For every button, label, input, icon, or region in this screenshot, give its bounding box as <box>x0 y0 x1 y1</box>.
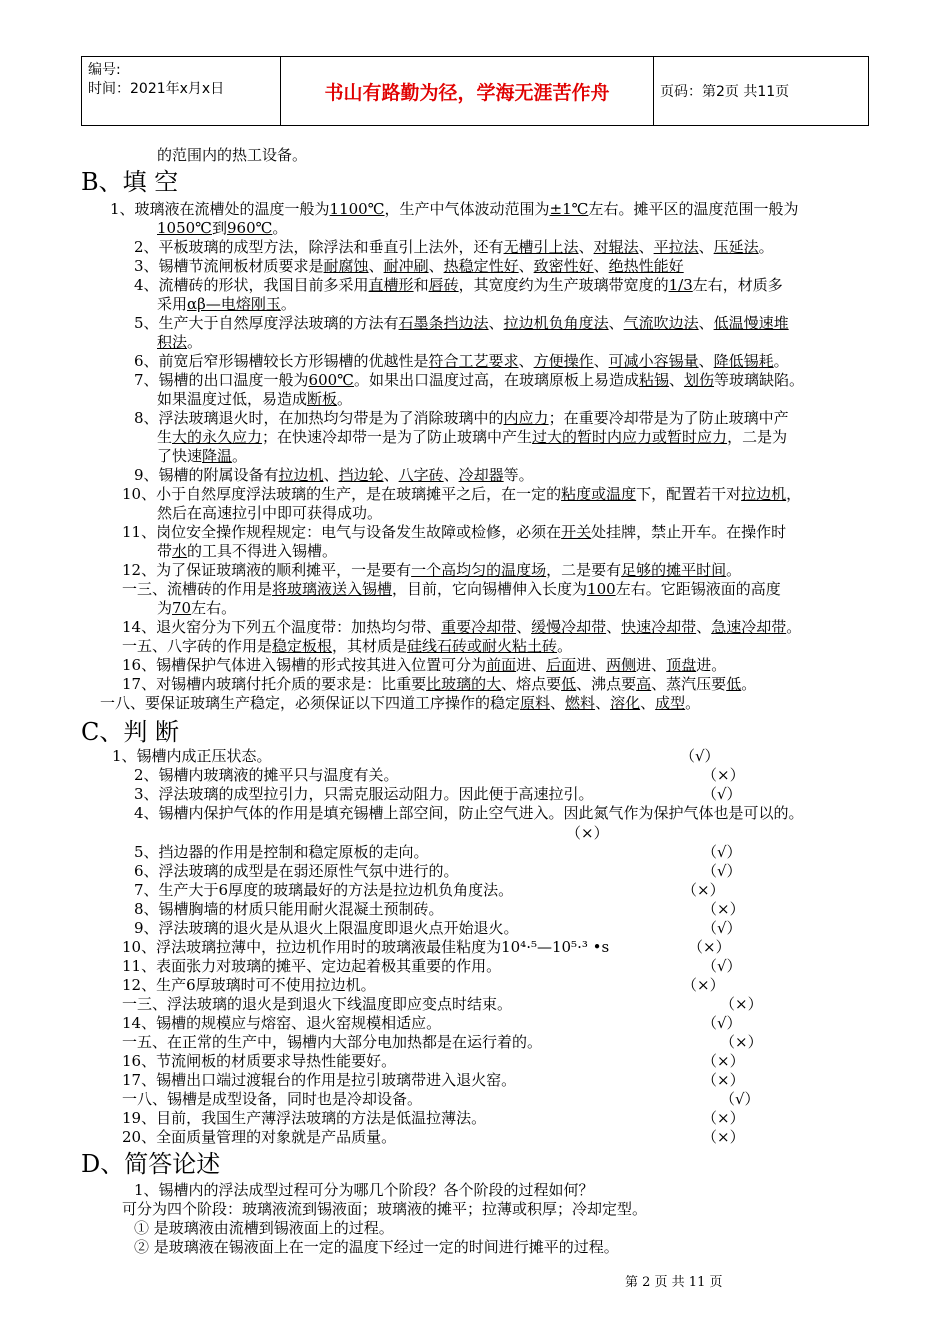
question-text: 左右。它距锡液面的高度 <box>615 580 781 598</box>
time-label: 时间：2021年x月x日 <box>88 81 225 97</box>
answer-text: 内应力 <box>503 409 549 427</box>
judge-question: 17、锡槽出口端过渡辊台的作用是拉引玻璃带进入退火窑。 <box>122 1071 517 1089</box>
question-text: 进、 <box>576 656 607 674</box>
fill-line <box>157 219 287 238</box>
answer-text: 直槽形 <box>368 276 414 294</box>
judge-question: 4、锡槽内保护气体的作用是填充锡槽上部空间，防止空气进入。因此氮气作为保护气体也是可以的。 <box>134 804 804 822</box>
question-text: 9、锡槽的附属设备有 <box>134 466 279 484</box>
question-text: 、 <box>593 257 609 275</box>
motto: 书山有路勤为径，学海无涯苦作舟 <box>281 57 654 126</box>
answer-text: 对辊法 <box>593 238 639 256</box>
question-text: 进、 <box>636 656 667 674</box>
judge-answer: （×） <box>702 1128 745 1146</box>
answer-text: 断板 <box>307 390 338 408</box>
judge-answer: （×） <box>702 900 745 918</box>
question-text: 3、锡槽节流闸板材质要求是 <box>134 257 324 275</box>
question-text: 。 <box>557 637 573 655</box>
question-text: 、 <box>698 352 714 370</box>
judge-answer: （×） <box>702 766 745 784</box>
fill-line <box>110 200 798 219</box>
question-text: 、沸点要 <box>576 675 637 693</box>
question-text: 、熔点要 <box>501 675 562 693</box>
question-text: 了快速 <box>157 447 203 465</box>
question-text: 处挂牌，禁止开车。在操作时 <box>591 523 787 541</box>
fill-line <box>157 599 236 618</box>
section-c-title: C、判 断 <box>81 718 179 746</box>
fill-line <box>134 371 804 390</box>
answer-text: 水 <box>172 542 188 560</box>
judge-answer: （×） <box>688 938 731 956</box>
fill-line <box>134 409 789 428</box>
answer-text: 石墨条挡边法 <box>398 314 489 332</box>
question-text: 6、前宽后窄形锡槽较长方形锡槽的优越性是 <box>134 352 429 370</box>
judge-question: 11、表面张力对玻璃的摊平、定边起着极其重要的作用。 <box>122 957 502 975</box>
answer-text: 成型 <box>655 694 686 712</box>
question-text: 1、玻璃液在流槽处的温度一般为 <box>110 200 330 218</box>
question-text: 的工具不得进入锡槽。 <box>187 542 338 560</box>
judge-question: 6、浮法玻璃的成型是在弱还原性气氛中进行的。 <box>134 862 459 880</box>
question-text: 。 <box>786 618 802 636</box>
answer-text: 气流吹边法 <box>623 314 699 332</box>
question-text: 到 <box>211 219 227 237</box>
essay-line: ① 是玻璃液由流槽到锡液面上的过程。 <box>134 1219 394 1237</box>
fill-line <box>100 694 700 713</box>
answer-text: 急速冷却带 <box>711 618 787 636</box>
question-text: 。 <box>272 219 288 237</box>
question-text: 、 <box>383 466 399 484</box>
answer-text: 100 <box>587 580 616 598</box>
answer-text: 1/3 <box>668 276 693 294</box>
fill-line <box>134 314 789 333</box>
judge-question: 1、锡槽内成正压状态。 <box>112 747 272 765</box>
answer-text: 积法 <box>157 333 188 351</box>
question-text: 11、岗位安全操作规程规定：电气与设备发生故障或检修，必须在 <box>122 523 562 541</box>
answer-text: 粘锡 <box>638 371 669 389</box>
question-text: 采用 <box>157 295 188 313</box>
fill-line <box>157 295 296 314</box>
question-text: ，二是为 <box>727 428 788 446</box>
answer-text: 燃料 <box>565 694 596 712</box>
fill-line <box>157 542 337 561</box>
judge-answer: （√） <box>702 843 742 861</box>
fill-line <box>122 618 801 637</box>
question-text: 14、退火窑分为下列五个温度带：加热均匀带、 <box>122 618 442 636</box>
fill-line <box>122 656 726 675</box>
question-text: 、 <box>640 694 656 712</box>
answer-text: 过大的暂时内应力或暂时应力 <box>532 428 728 446</box>
question-text: 。 <box>685 694 701 712</box>
answer-text: 唇砖 <box>428 276 459 294</box>
question-text: 16、锡槽保护气体进入锡槽的形式按其进入位置可分为 <box>122 656 487 674</box>
question-text: 。 <box>280 295 296 313</box>
question-text: 和 <box>413 276 429 294</box>
question-text: ；在重要冷却带是为了防止玻璃中产 <box>548 409 789 427</box>
question-text: 左右。摊平区的温度范围一般为 <box>588 200 799 218</box>
fill-line <box>134 238 774 257</box>
question-text: 生 <box>157 428 173 446</box>
question-text: 。如果出口温度过高，在玻璃原板上易造成 <box>353 371 639 389</box>
question-text: 、 <box>696 618 712 636</box>
question-text: 。 <box>187 333 203 351</box>
judge-question: 5、挡边器的作用是控制和稳定原板的走向。 <box>134 843 429 861</box>
answer-text: 低温慢速堆 <box>713 314 789 332</box>
answer-text: 快速冷却带 <box>621 618 697 636</box>
question-text: 、 <box>595 694 611 712</box>
judge-answer: （×） <box>566 824 609 842</box>
judge-answer: （×） <box>702 1052 745 1070</box>
question-text: 12、为了保证玻璃液的顺利摊平，一是要有 <box>122 561 412 579</box>
answer-text: 高 <box>636 675 652 693</box>
answer-text: 挡边轮 <box>338 466 384 484</box>
question-text: 。 <box>232 447 248 465</box>
answer-text: 低 <box>561 675 577 693</box>
question-text: 。 <box>741 675 757 693</box>
question-text: 10、小于自然厚度浮法玻璃的生产，是在玻璃摊平之后，在一定的 <box>122 485 562 503</box>
judge-question: 12、生产6厚玻璃时可不使用拉边机。 <box>122 976 376 994</box>
fill-line <box>122 523 786 542</box>
essay-line: 1、锡槽内的浮法成型过程可分为哪几个阶段？各个阶段的过程如何？ <box>134 1181 594 1199</box>
question-text: 然后在高速拉引中即可获得成功。 <box>157 504 383 522</box>
answer-text: 一个高均匀的温度场 <box>411 561 547 579</box>
answer-text: 致密性好 <box>533 257 594 275</box>
judge-question: 7、生产大于6厚度的玻璃最好的方法是拉边机负角度法。 <box>134 881 514 899</box>
question-text: ，其材质是 <box>332 637 408 655</box>
judge-answer: （√） <box>702 785 742 803</box>
judge-question: 8、锡槽胸墙的材质只能用耐火混凝土预制砖。 <box>134 900 444 918</box>
question-text: 、 <box>550 694 566 712</box>
judge-answer: （×） <box>702 1109 745 1127</box>
question-text: 如果温度过低，易造成 <box>157 390 308 408</box>
question-text: ，目前，它向锡槽伸入长度为 <box>392 580 588 598</box>
fill-line <box>157 504 382 523</box>
question-text: 、 <box>578 238 594 256</box>
answer-text: 1050℃ <box>157 219 212 237</box>
answer-text: 稳定板根 <box>272 637 333 655</box>
answer-text: 低 <box>726 675 742 693</box>
answer-text: 无槽引上法 <box>503 238 579 256</box>
question-text: 、 <box>698 238 714 256</box>
page-label: 页码：第2页 共11页 <box>654 57 869 126</box>
answer-text: 方便操作 <box>533 352 594 370</box>
answer-text: 拉边机负角度法 <box>503 314 609 332</box>
answer-text: 拉边机 <box>278 466 324 484</box>
question-text: ，其宽度约为生产玻璃带宽度的 <box>458 276 669 294</box>
answer-text: 足够的摊平时间 <box>621 561 727 579</box>
question-text: 。 <box>773 352 789 370</box>
answer-text: 划伤 <box>684 371 715 389</box>
fill-line <box>122 637 572 656</box>
fill-line <box>122 485 801 504</box>
answer-text: 可减小容锡量 <box>608 352 699 370</box>
question-text: ；在快速冷却带一是为了防止玻璃中产生 <box>262 428 533 446</box>
judge-answer: （×） <box>702 1071 745 1089</box>
question-text: 带 <box>157 542 173 560</box>
judge-question: 20、全面质量管理的对象就是产品质量。 <box>122 1128 397 1146</box>
answer-text: 两侧 <box>606 656 637 674</box>
question-text: ， <box>786 485 802 503</box>
answer-text: 绝热性能好 <box>608 257 684 275</box>
judge-answer: （√） <box>720 1090 760 1108</box>
judge-answer: （√） <box>702 957 742 975</box>
answer-text: 耐腐蚀 <box>323 257 369 275</box>
answer-text: 70 <box>172 599 192 617</box>
question-text: 5、生产大于自然厚度浮法玻璃的方法有 <box>134 314 399 332</box>
question-text: 一八、要保证玻璃生产稳定，必须保证以下四道工序操作的稳定 <box>100 694 521 712</box>
answer-text: 冷却器 <box>458 466 504 484</box>
answer-text: ±1℃ <box>549 200 589 218</box>
question-text: 下，配置若干对 <box>636 485 742 503</box>
judge-question: 14、锡槽的规模应与熔窑、退火窑规模相适应。 <box>122 1014 442 1032</box>
question-text: 。 <box>726 561 742 579</box>
answer-text: 后面 <box>546 656 577 674</box>
fill-line <box>134 352 789 371</box>
question-text: 左右。 <box>191 599 237 617</box>
page-footer: 第 2 页 共 11 页 <box>625 1275 723 1290</box>
fill-line <box>157 390 352 409</box>
question-text: 、 <box>443 466 459 484</box>
essay-line: 可分为四个阶段：玻璃液流到锡液面；玻璃液的摊平；拉薄或积厚；冷却定型。 <box>122 1200 648 1218</box>
intro-line: 的范围内的热工设备。 <box>157 146 308 164</box>
question-text: 、 <box>368 257 384 275</box>
fill-line <box>157 333 202 352</box>
judge-question: 19、目前，我国生产薄浮法玻璃的方法是低温拉薄法。 <box>122 1109 487 1127</box>
question-text: 、 <box>516 618 532 636</box>
judge-question: 2、锡槽内玻璃液的摊平只与温度有关。 <box>134 766 399 784</box>
judge-answer: （×） <box>720 995 763 1013</box>
answer-text: 缓慢冷却带 <box>531 618 607 636</box>
judge-answer: （√） <box>702 862 742 880</box>
judge-answer: （×） <box>720 1033 763 1051</box>
number-label: 编号: <box>88 62 121 78</box>
question-text: 8、浮法玻璃退火时，在加热均匀带是为了消除玻璃中的 <box>134 409 504 427</box>
answer-text: 前面 <box>486 656 517 674</box>
judge-question: 一三、浮法玻璃的退火是到退火下线温度即应变点时结束。 <box>122 995 513 1013</box>
answer-text: 重要冷却带 <box>441 618 517 636</box>
answer-text: 顶盘 <box>666 656 697 674</box>
answer-text: αβ—电熔刚玉 <box>187 295 281 313</box>
question-text: 、 <box>518 257 534 275</box>
answer-text: 原料 <box>520 694 551 712</box>
answer-text: 开关 <box>561 523 592 541</box>
judge-question: 9、浮法玻璃的退火是从退火上限温度即退火点开始退火。 <box>134 919 519 937</box>
judge-question: 3、浮法玻璃的成型拉引力，只需克服运动阻力。因此便于高速拉引。 <box>134 785 594 803</box>
judge-answer: （×） <box>682 881 725 899</box>
question-text: 、 <box>608 314 624 332</box>
fill-line <box>134 466 534 485</box>
question-text: 为 <box>157 599 173 617</box>
fill-line <box>157 447 247 466</box>
fill-line <box>134 276 783 295</box>
answer-text: 960℃ <box>226 219 273 237</box>
question-text: 进、 <box>516 656 547 674</box>
answer-text: 1100℃ <box>329 200 385 218</box>
question-text: 7、锡槽的出口温度一般为 <box>134 371 309 389</box>
answer-text: 热稳定性好 <box>443 257 519 275</box>
fill-line <box>122 675 756 694</box>
section-d-title: D、简答论述 <box>81 1150 221 1178</box>
answer-text: 符合工艺要求 <box>428 352 519 370</box>
answer-text: 将玻璃液送入锡槽 <box>272 580 393 598</box>
question-text: 2、平板玻璃的成型方法，除浮法和垂直引上法外，还有 <box>134 238 504 256</box>
header-table <box>81 56 869 126</box>
question-text: 4、流槽砖的形状，我国目前多采用 <box>134 276 369 294</box>
fill-line <box>122 561 741 580</box>
question-text: 、 <box>488 314 504 332</box>
answer-text: 平拉法 <box>653 238 699 256</box>
fill-line <box>157 428 787 447</box>
judge-question: 16、节流闸板的材质要求导热性能要好。 <box>122 1052 397 1070</box>
question-text: 。 <box>337 390 353 408</box>
fill-line <box>122 580 781 599</box>
question-text: 、蒸汽压要 <box>651 675 727 693</box>
judge-answer: （√） <box>702 1014 742 1032</box>
question-text: 一三、流槽砖的作用是 <box>122 580 273 598</box>
question-text: 、 <box>593 352 609 370</box>
answer-text: 溶化 <box>610 694 641 712</box>
answer-text: 硅线石砖或耐火粘土砖 <box>407 637 558 655</box>
judge-answer: （×） <box>682 976 725 994</box>
judge-answer: （√） <box>702 919 742 937</box>
question-text: 等。 <box>503 466 534 484</box>
judge-question: 10、浮法玻璃拉薄中，拉边机作用时的玻璃液最佳粘度为10⁴·⁵—10⁵·³ •s <box>122 938 610 956</box>
fill-line <box>134 257 684 276</box>
section-b-title: B、填 空 <box>81 168 179 196</box>
question-text: ，二是要有 <box>546 561 622 579</box>
question-text: ，生产中气体波动范围为 <box>384 200 550 218</box>
answer-text: 粘度或温度 <box>561 485 637 503</box>
question-text: 一五、八字砖的作用是 <box>122 637 273 655</box>
header-info <box>82 57 281 126</box>
answer-text: 大的永久应力 <box>172 428 263 446</box>
question-text: 、 <box>638 238 654 256</box>
question-text: 进。 <box>696 656 727 674</box>
question-text: 等玻璃缺陷。 <box>714 371 805 389</box>
question-text: 、 <box>669 371 685 389</box>
question-text: 17、对锡槽内玻璃付托介质的要求是：比重要 <box>122 675 427 693</box>
question-text: 左右，材质多 <box>692 276 783 294</box>
answer-text: 八字砖 <box>398 466 444 484</box>
answer-text: 耐冲刷 <box>383 257 429 275</box>
judge-question: 一八、锡槽是成型设备，同时也是冷却设备。 <box>122 1090 423 1108</box>
answer-text: 拉边机 <box>741 485 787 503</box>
question-text: 、 <box>698 314 714 332</box>
answer-text: 比玻璃的大 <box>426 675 502 693</box>
question-text: 、 <box>518 352 534 370</box>
question-text: 、 <box>428 257 444 275</box>
question-text: 。 <box>758 238 774 256</box>
judge-answer: （√） <box>680 747 720 765</box>
question-text: 、 <box>606 618 622 636</box>
answer-text: 降温 <box>202 447 233 465</box>
answer-text: 降低锡耗 <box>713 352 774 370</box>
answer-text: 压延法 <box>713 238 759 256</box>
question-text: 、 <box>323 466 339 484</box>
judge-question: 一五、在正常的生产中，锡槽内大部分电加热都是在运行着的。 <box>122 1033 543 1051</box>
essay-line: ② 是玻璃液在锡液面上在一定的温度下经过一定的时间进行摊平的过程。 <box>134 1238 619 1256</box>
answer-text: 600℃ <box>308 371 354 389</box>
